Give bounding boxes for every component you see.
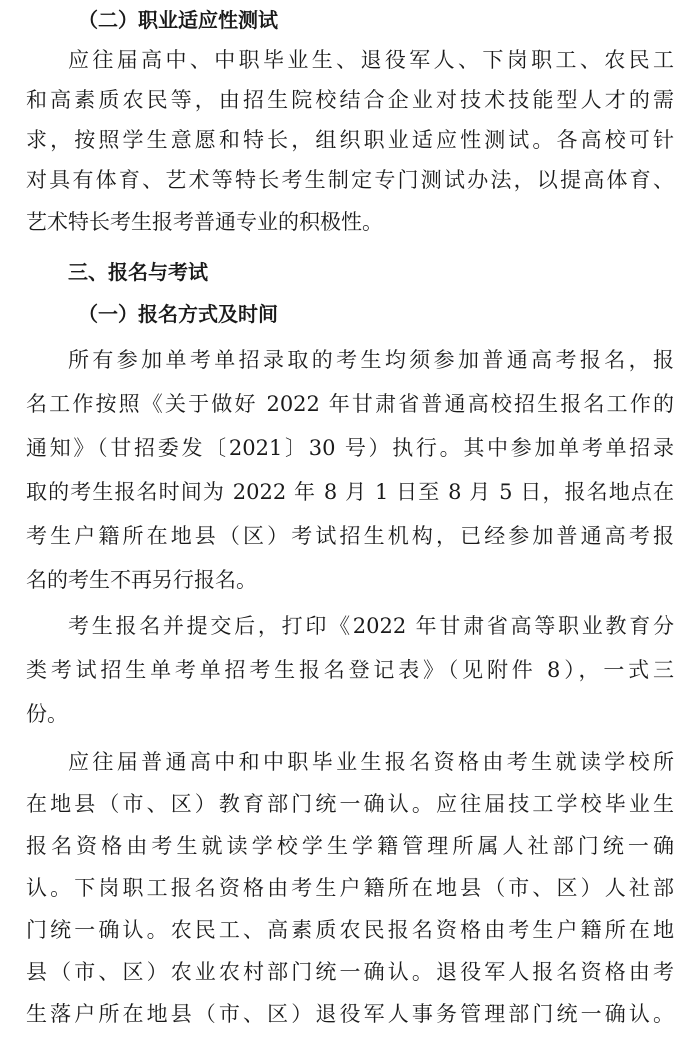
section-heading-vocational-test: （二）职业适应性测试 [78, 8, 278, 32]
paragraph-line: 对具有体育、艺术等特长考生制定专门测试办法，以提高体育、 [26, 168, 674, 192]
paragraph-line: 应往届普通高中和中职毕业生报名资格由考生就读学校所 [68, 750, 674, 774]
paragraph-line: 考生报名并提交后，打印《2022 年甘肃省高等职业教育分 [68, 614, 674, 638]
paragraph-line: 生落户所在地县（市、区）退役军人事务管理部门统一确认。 [26, 1002, 674, 1026]
paragraph-line: 县（市、区）农业农村部门统一确认。退役军人报名资格由考 [26, 960, 674, 984]
paragraph-line: 名工作按照《关于做好 2022 年甘肃省普通高校招生报名工作的 [26, 392, 674, 416]
paragraph-line: 类考试招生单考单招考生报名登记表》（见附件 8），一式三 [26, 658, 674, 682]
section-heading-registration-and-exam: 三、报名与考试 [68, 260, 208, 284]
paragraph-line: 艺术特长考生报考普通专业的积极性。 [26, 210, 383, 234]
paragraph-line: 和高素质农民等，由招生院校结合企业对技术技能型人才的需 [26, 88, 674, 112]
paragraph-line: 在地县（市、区）教育部门统一确认。应往届技工学校毕业生 [26, 792, 674, 816]
paragraph-line: 求，按照学生意愿和特长，组织职业适应性测试。各高校可针 [26, 128, 674, 152]
paragraph-line: 门统一确认。农民工、高素质农民报名资格由考生户籍所在地 [26, 918, 674, 942]
paragraph-line: 考生户籍所在地县（区）考试招生机构，已经参加普通高考报 [26, 524, 674, 548]
paragraph-line: 名的考生不再另行报名。 [26, 568, 257, 592]
paragraph-line: 取的考生报名时间为 2022 年 8 月 1 日至 8 月 5 日，报名地点在 [26, 480, 674, 504]
paragraph-line: 通知》（甘招委发〔2021〕30 号）执行。其中参加单考单招录 [26, 436, 674, 460]
paragraph-line: 报名资格由考生就读学校学生学籍管理所属人社部门统一确 [26, 834, 674, 858]
paragraph-line: 应往届高中、中职毕业生、退役军人、下岗职工、农民工 [68, 48, 674, 72]
paragraph-line: 份。 [26, 702, 68, 726]
paragraph-line: 认。下岗职工报名资格由考生户籍所在地县（市、区）人社部 [26, 876, 674, 900]
subsection-heading-registration-method: （一）报名方式及时间 [78, 302, 278, 326]
paragraph-line: 所有参加单考单招录取的考生均须参加普通高考报名，报 [68, 348, 674, 372]
